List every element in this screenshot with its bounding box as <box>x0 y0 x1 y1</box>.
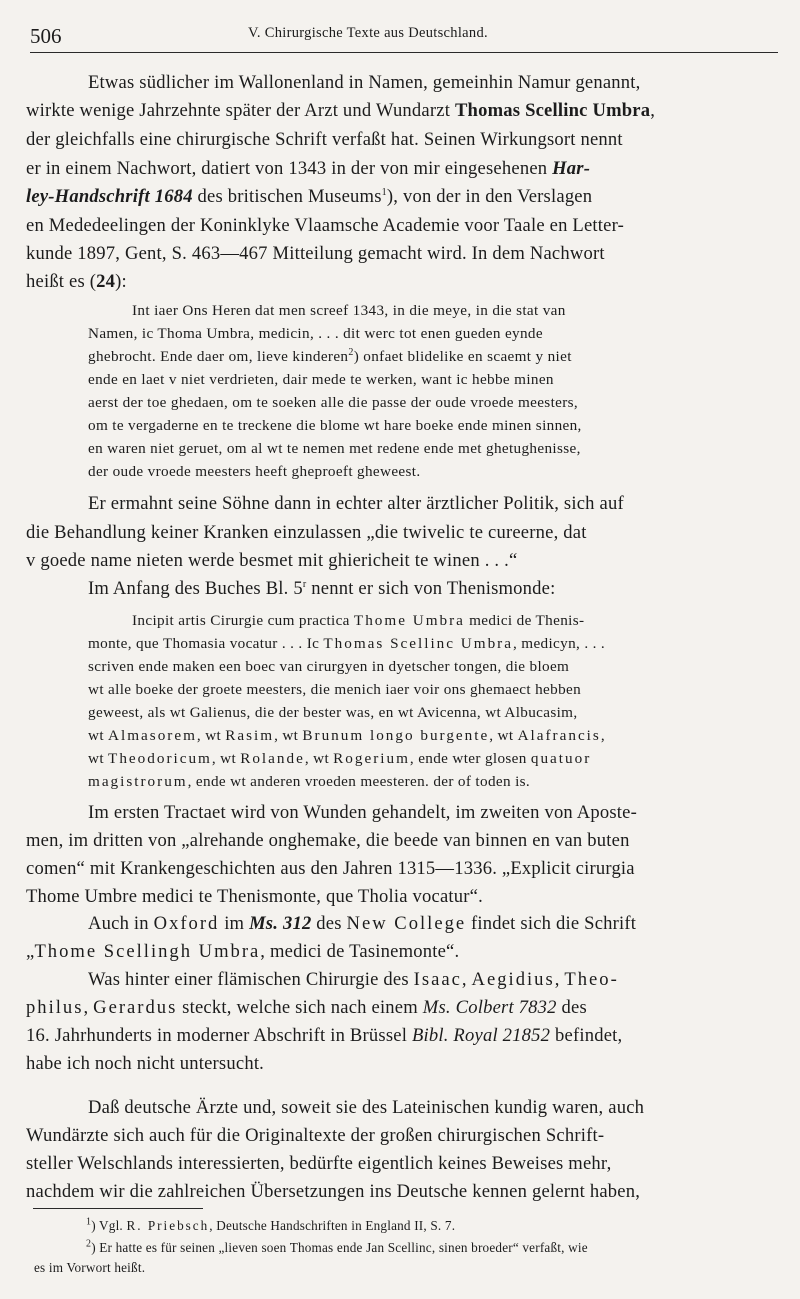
spaced-name: Alafrancis <box>517 727 601 744</box>
running-header <box>30 22 778 52</box>
text-run: , <box>600 727 605 744</box>
spaced-name: philus <box>26 997 84 1018</box>
quote-1-line-2: Namen, ic Thoma Umbra, medicin, . . . dit werc tot enen gueden eynde <box>88 325 543 342</box>
text-run: monte, que Thomasia vocatur . . . Ic <box>88 635 324 652</box>
paragraph-2-line-3: v goede name nieten werde besmet mit ghiericheit te winen . . .“ <box>26 550 518 571</box>
paragraph-1-line-5 <box>26 186 592 208</box>
text-run: heißt es ( <box>26 271 97 292</box>
text-run: Incipit artis Cirurgie cum practica <box>132 612 354 629</box>
quote-1-line-5: aerst der toe ghedaen, om te soeken alle die passe der oude vroede meesters, <box>88 394 579 411</box>
paragraph-5-line-4: habe ich noch nicht untersucht. <box>26 1053 265 1074</box>
text-run: ) Vgl. <box>91 1218 127 1233</box>
paragraph-2-line-1: Er ermahnt seine Söhne dann in echter alter ärztlicher Politik, sich auf <box>88 493 624 514</box>
manuscript-title: Bibl. Royal 21852 <box>411 1025 551 1046</box>
paragraph-1-line-3: der gleichfalls eine chirurgische Schrift verfaßt hat. Seinen Wirkungsort nennt <box>26 129 623 150</box>
text-run: , ende wt anderen vroeden meesteren. der of toden is. <box>187 773 531 790</box>
spaced-name: Rogerium <box>333 750 410 767</box>
quote-1-line-6: om te vergaderne en te treckene die blome wt hare boeke ende minen sinnen, <box>88 417 582 434</box>
text-run: „ <box>26 941 35 962</box>
text-run: Was hinter einer flämischen Chirurgie des <box>88 969 414 990</box>
text-run: , <box>554 969 565 990</box>
spaced-name: quatuor <box>530 750 592 767</box>
text-run: ) onfaet blidelike en scaemt y niet <box>353 348 572 365</box>
paragraph-1-line-4 <box>26 158 590 180</box>
paragraph-1-line-7: kunde 1897, Gent, S. 463—467 Mitteilung gemacht wird. In dem Nachwort <box>26 243 605 264</box>
text-run: im <box>219 913 250 934</box>
text-run: , wt <box>196 727 226 744</box>
text-run: ) Er hatte es für seinen „lieven soen Thomas ende Jan Scellinc, sinen broeder“ verfaßt, wie <box>91 1240 588 1255</box>
spaced-name: Rasim <box>225 727 275 744</box>
text-run: ), von der in den Verslagen <box>386 186 593 207</box>
quote-2-line-4: wt alle boeke der groete meesters, die menich iaer voir ons ghemaect hebben <box>88 681 582 698</box>
paragraph-1-line-8 <box>26 271 127 293</box>
text-run: , wt <box>211 750 241 767</box>
paragraph-6-line-2: Wundärzte sich auch für die Originaltexte der großen chirurgischen Schrift- <box>26 1125 605 1146</box>
page-number: 506 <box>30 24 62 48</box>
text-run: , <box>461 969 472 990</box>
text-run: findet sich die Schrift <box>466 913 637 934</box>
spaced-name: R. Priebsch <box>126 1218 210 1233</box>
quote-1-line-1: Int iaer Ons Heren dat men screef 1343, in die meye, in die stat van <box>132 302 566 319</box>
paragraph-2-line-4 <box>88 578 556 600</box>
spaced-name: Almasorem <box>108 727 197 744</box>
quote-2-line-6 <box>88 727 605 745</box>
footnote-marker: 2 <box>86 1238 92 1250</box>
text-run: wirkte wenige Jahrzehnte später der Arzt und Wundarzt <box>26 100 455 121</box>
footnote-marker: 1 <box>381 186 387 198</box>
paragraph-5-line-1 <box>88 969 619 991</box>
spaced-name: Rolande <box>240 750 305 767</box>
text-run: , wt <box>304 750 334 767</box>
quote-1-line-3 <box>88 348 572 366</box>
text-run: , wt <box>489 727 518 744</box>
text-run: ghebrocht. Ende daer om, lieve kinderen <box>88 348 349 365</box>
paragraph-5-line-3 <box>26 1025 622 1047</box>
paragraph-4-line-2 <box>26 941 459 963</box>
author-name-bold: Thomas Scellinc Umbra <box>454 100 651 121</box>
text-run: 16. Jahrhunderts in moderner Abschrift in Brüssel <box>26 1025 412 1046</box>
spaced-name: Isaac <box>413 969 462 990</box>
paragraph-4-line-1 <box>88 913 636 935</box>
quote-2-line-2 <box>88 635 605 653</box>
text-run: des <box>556 997 587 1018</box>
manuscript-title: Har- <box>552 158 591 179</box>
manuscript-title: Ms. 312 <box>249 913 312 934</box>
quote-2-line-8 <box>88 773 530 791</box>
text-run: des britischen Museums <box>192 186 382 207</box>
spaced-name: Thome Scellingh Umbra <box>34 941 261 962</box>
footnote-marker: 1 <box>86 1216 92 1228</box>
paragraph-1-line-2 <box>26 100 655 122</box>
quote-1-line-8: der oude vroede meesters heeft gheproeft gheweest. <box>88 463 421 480</box>
text-run: , medici de Tasinemonte“. <box>260 941 460 962</box>
spaced-name: Oxford <box>153 913 220 934</box>
text-run: medici de Thenis- <box>464 612 585 629</box>
text-run: , wt <box>274 727 303 744</box>
spaced-name: Gerardus <box>93 997 178 1018</box>
paragraph-3-line-4: Thome Umbre medici te Thenismonte, que Tholia vocatur“. <box>26 886 483 907</box>
text-run: des <box>311 913 347 934</box>
text-run: er in einem Nachwort, datiert von 1343 in der von mir eingesehenen <box>26 158 553 179</box>
text-run: Im Anfang des Buches Bl. 5 <box>88 578 303 599</box>
text-run: Auch in <box>88 913 154 934</box>
text-run: nennt er sich von Thenismonde: <box>306 578 556 599</box>
paragraph-3-line-1: Im ersten Tractaet wird von Wunden gehandelt, im zweiten von Aposte- <box>88 802 638 823</box>
text-run: steckt, welche sich nach einem <box>177 997 423 1018</box>
paragraph-6-line-1: Daß deutsche Ärzte und, soweit sie des Lateinischen kundig waren, auch <box>88 1097 645 1118</box>
text-run: , <box>650 100 656 121</box>
spaced-name: Theodoricum <box>108 750 212 767</box>
quote-1-line-7: en waren niet geruet, om al wt te nemen met redene ende met ghetughenisse, <box>88 440 581 457</box>
paragraph-2-line-2: die Behandlung keiner Kranken einzulassen „die twivelic te cureerne, dat <box>26 522 587 543</box>
reference-number: 24 <box>96 271 116 292</box>
footnote-2-line-1 <box>86 1240 588 1256</box>
quote-2-line-7 <box>88 750 591 768</box>
paragraph-1-line-1: Etwas südlicher im Wallonenland in Namen, gemeinhin Namur genannt, <box>88 72 641 93</box>
spaced-name: magistrorum <box>88 773 188 790</box>
paragraph-6-line-3: steller Welschlands interessierten, bedürfte eigentlich keines Beweises mehr, <box>26 1153 612 1174</box>
text-run: befindet, <box>550 1025 623 1046</box>
paragraph-3-line-3: comen“ mit Krankengeschichten aus den Jahren 1315—1336. „Explicit cirurgia <box>26 858 635 879</box>
spaced-name: Aegidius <box>471 969 555 990</box>
header-rule <box>30 52 778 53</box>
text-run: wt <box>88 727 109 744</box>
paragraph-3-line-2: men, im dritten von „alrehande onghemake, die beede van binnen en van buten <box>26 830 630 851</box>
paragraph-1-line-6: en Mededeelingen der Koninklyke Vlaamsche Academie voor Taale en Letter- <box>26 215 625 236</box>
manuscript-title: Ms. Colbert 7832 <box>422 997 557 1018</box>
text-run: , <box>83 997 94 1018</box>
text-run: , ende wter glosen <box>409 750 531 767</box>
quote-2-line-3: scriven ende maken een boec van cirurgyen in dyetscher tongen, die bloem <box>88 658 570 675</box>
spaced-name: Brunum longo burgente <box>302 727 490 744</box>
manuscript-title: ley-Handschrift 1684 <box>26 186 193 207</box>
folio-marker: r <box>302 578 307 590</box>
spaced-name: Theo- <box>564 969 619 990</box>
footnote-2-line-2: es im Vorwort heißt. <box>34 1260 146 1275</box>
running-title: V. Chirurgische Texte aus Deutschland. <box>248 25 488 41</box>
paragraph-5-line-2 <box>26 997 587 1019</box>
text-run: , Deutsche Handschriften in England II, S. 7. <box>209 1218 456 1233</box>
footnote-rule <box>33 1208 203 1209</box>
footnote-1 <box>86 1218 455 1234</box>
quote-2-line-1 <box>132 612 584 630</box>
spaced-name: Thomas Scellinc Umbra <box>323 635 513 652</box>
quote-1-line-4: ende en laet v niet verdrieten, dair mede te werken, want ic hebbe minen <box>88 371 554 388</box>
text-run: wt <box>88 750 109 767</box>
spaced-name: Thome Umbra <box>353 612 465 629</box>
paragraph-6-line-4: nachdem wir die zahlreichen Übersetzungen ins Deutsche kennen gelernt haben, <box>26 1181 641 1202</box>
quote-2-line-5: geweest, als wt Galienus, die der bester was, en wt Avicenna, wt Albucasim, <box>88 704 578 721</box>
text-run: , medicyn, . . . <box>512 635 606 652</box>
spaced-name: New College <box>346 913 467 934</box>
footnote-marker: 2 <box>348 346 354 358</box>
text-run: ): <box>115 271 127 292</box>
